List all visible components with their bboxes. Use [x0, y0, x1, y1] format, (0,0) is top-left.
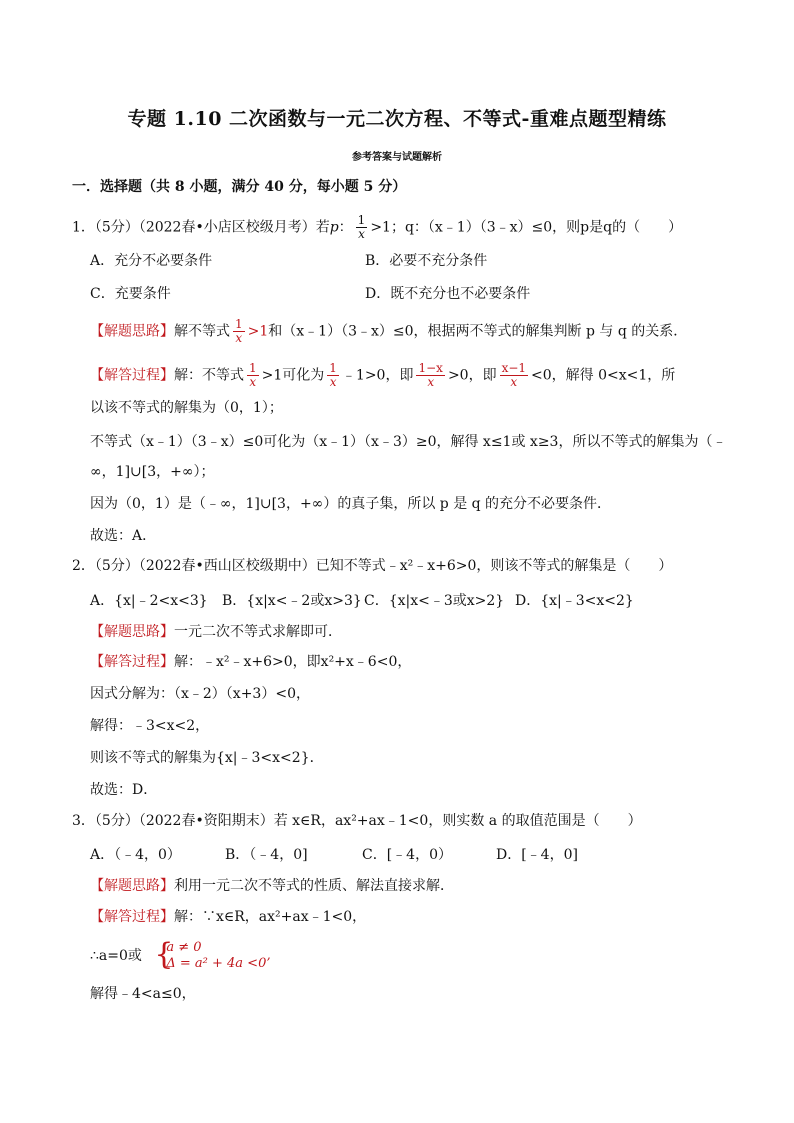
q2-idea: 【解题思路】一元二次不等式求解即可．	[90, 624, 342, 640]
q3-option-b: B．（﹣4，0]	[225, 847, 308, 863]
q2-option-b: B．{x|x<﹣2或x>3}	[222, 593, 362, 609]
q1-option-d: D．既不充分也不必要条件	[365, 286, 531, 302]
q1-idea: 【解题思路】解不等式 $\frac{1}{x}$ >1和（x﹣1）（3﹣x）≤0，根据两不等式的解集判断 p 与 q 的关系．	[90, 317, 688, 345]
q3-equation-system: { a ≠ 0 Δ = a² + 4a <0’	[156, 940, 270, 972]
q1-answer: 故选：A．	[90, 528, 157, 544]
q1-stem: 1．（5分）（2022春•小店区校级月考）若p： $\frac{1}{x}$ >1；q：（x﹣1）（3﹣x）≤0，则p是q的（ ）	[72, 213, 683, 241]
q1-process-line5: 因为（0，1）是（﹣∞，1]∪[3，+∞）的真子集，所以 p 是 q 的充分不必要条件．	[90, 496, 612, 512]
q2-option-a: A．{x|﹣2<x<3}	[90, 593, 208, 609]
q2-process: 【解答过程】解：﹣x²﹣x+6>0，即x²+x﹣6<0，	[90, 654, 412, 670]
q1-option-c: C．充要条件	[90, 286, 171, 302]
q2-answer: 故选：D．	[90, 782, 158, 798]
q1-process: 【解答过程】解：不等式 $\frac{1}{x}$ >1可化为 $\frac{1}{x}$ ﹣1>0，即 $\frac{1-x}{x}$ >0，即 $\frac{x-1}{x}$ <0，解得 0<x<1，所	[90, 361, 676, 389]
q1-frac-1-over-x: $\frac{1}{x}$	[357, 213, 366, 241]
q3-process: 【解答过程】解：∵x∈R，ax²+ax﹣1<0，	[90, 909, 367, 925]
q2-option-d: D．{x|﹣3<x<2}	[515, 593, 634, 609]
q2-process-line3: 解得：﹣3<x<2，	[90, 718, 210, 734]
q2-stem: 2．（5分）（2022春•西山区校级期中）已知不等式﹣x²﹣x+6>0，则该不等式的解集是（ ）	[72, 558, 673, 574]
q3-option-c: C．[﹣4，0）	[362, 847, 452, 863]
q2-process-line4: 则该不等式的解集为{x|﹣3<x<2}．	[90, 750, 324, 766]
q2-process-line2: 因式分解为：（x﹣2）（x+3）<0，	[90, 686, 310, 702]
q3-process-line2: ∴a=0或 { a ≠ 0 Δ = a² + 4a <0’	[90, 940, 270, 972]
document-subtitle: 参考答案与试题解析	[352, 152, 442, 163]
q1-option-a: A．充分不必要条件	[90, 253, 213, 269]
q1-option-b: B．必要不充分条件	[365, 253, 488, 269]
document-title: 专题 1.10 二次函数与一元二次方程、不等式-重难点题型精练	[127, 108, 667, 130]
q3-idea: 【解题思路】利用一元二次不等式的性质、解法直接求解．	[90, 878, 454, 894]
q3-stem: 3．（5分）（2022春•资阳期末）若 x∈R，ax²+ax﹣1<0，则实数 a 的取值范围是（ ）	[72, 813, 642, 829]
q1-process-line3: 不等式（x﹣1）（3﹣x）≤0可化为（x﹣1）（x﹣3）≥0，解得 x≤1或 x≥3，所以不等式的解集为（﹣	[90, 434, 727, 450]
q1-process-line2: 以该不等式的解集为（0，1）；	[90, 400, 283, 416]
q3-option-a: A．（﹣4，0）	[90, 847, 181, 863]
section-heading: 一．选择题（共 8 小题，满分 40 分，每小题 5 分）	[72, 179, 407, 195]
q3-process-line3: 解得﹣4<a≤0，	[90, 986, 196, 1002]
q1-process-line4: ∞，1]∪[3，+∞）；	[90, 464, 215, 480]
q2-option-c: C．{x|x<﹣3或x>2}	[364, 593, 505, 609]
q3-option-d: D．[﹣4，0]	[496, 847, 578, 863]
